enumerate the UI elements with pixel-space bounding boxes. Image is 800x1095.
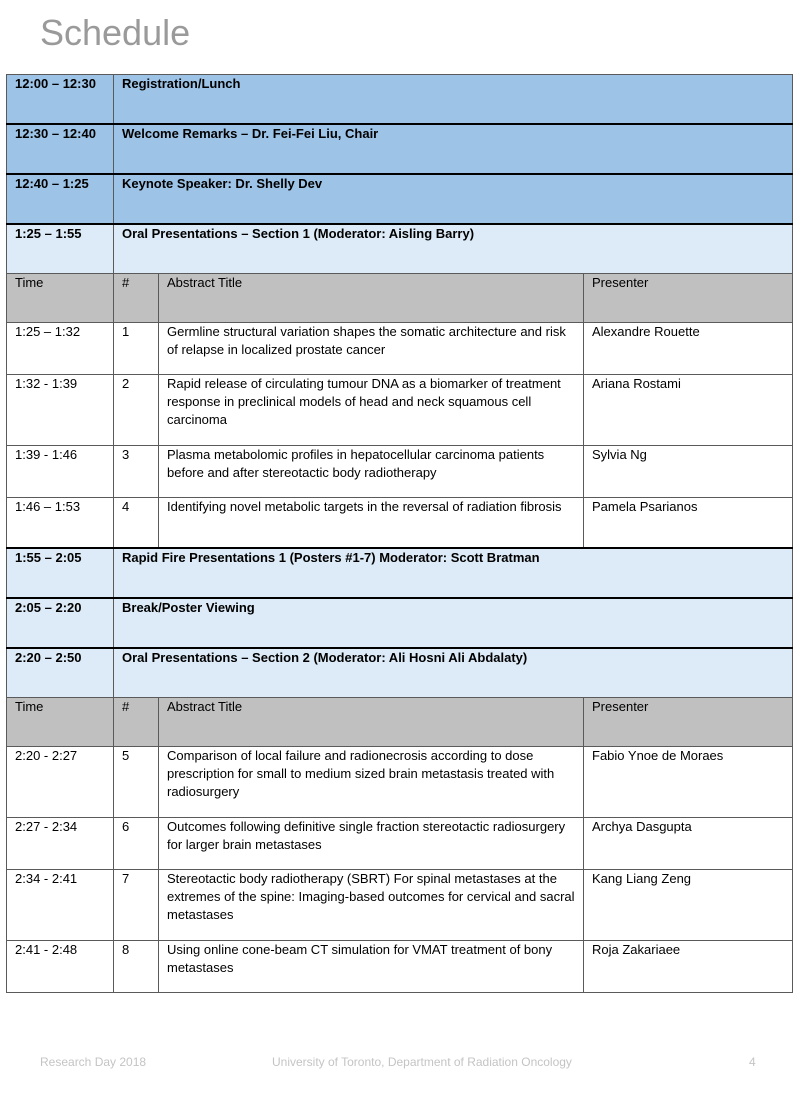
abstract-title: Stereotactic body radiotherapy (SBRT) For spinal metastases at the extremes of the spine: Imaging-based outcomes for cervical and sacral metastases xyxy=(159,869,584,940)
footer-event: Research Day 2018 xyxy=(40,1055,147,1069)
session-row xyxy=(7,548,793,598)
abstract-title: Plasma metabolomic profiles in hepatocellular carcinoma patients before and after stereotactic body radiotherapy xyxy=(159,446,584,498)
schedule-table xyxy=(6,74,793,993)
presentation-time: 2:34 - 2:41 xyxy=(7,869,114,940)
presenter-name: Archya Dasgupta xyxy=(584,817,793,869)
session-row xyxy=(7,598,793,648)
session-time: 12:00 – 12:30 xyxy=(7,75,114,125)
table-header-row xyxy=(7,697,793,746)
session-label: Keynote Speaker: Dr. Shelly Dev xyxy=(114,174,793,224)
header-abstract-title: Abstract Title xyxy=(159,697,584,746)
session-row xyxy=(7,648,793,698)
session-label: Oral Presentations – Section 1 (Moderator: Aisling Barry) xyxy=(114,224,793,274)
table-header-row xyxy=(7,274,793,323)
table-row xyxy=(7,446,793,498)
table-row xyxy=(7,817,793,869)
footer-organization: University of Toronto, Department of Radiation Oncology xyxy=(272,1055,572,1069)
presentation-time: 1:46 – 1:53 xyxy=(7,498,114,548)
abstract-title: Outcomes following definitive single fraction stereotactic radiosurgery for larger brain metastases xyxy=(159,817,584,869)
session-label: Registration/Lunch xyxy=(114,75,793,125)
presentation-number: 1 xyxy=(114,323,159,375)
session-row xyxy=(7,124,793,174)
session-time: 1:55 – 2:05 xyxy=(7,548,114,598)
abstract-title: Identifying novel metabolic targets in the reversal of radiation fibrosis xyxy=(159,498,584,548)
presentation-time: 1:32 - 1:39 xyxy=(7,375,114,446)
presenter-name: Kang Liang Zeng xyxy=(584,869,793,940)
header-number: # xyxy=(114,274,159,323)
table-row xyxy=(7,869,793,940)
presentation-number: 2 xyxy=(114,375,159,446)
abstract-title: Comparison of local failure and radionecrosis according to dose prescription for small to medium sized brain metastasis treated with radiosurgery xyxy=(159,746,584,817)
presentation-number: 4 xyxy=(114,498,159,548)
session-time: 12:40 – 1:25 xyxy=(7,174,114,224)
abstract-title: Germline structural variation shapes the somatic architecture and risk of relapse in localized prostate cancer xyxy=(159,323,584,375)
header-presenter: Presenter xyxy=(584,274,793,323)
header-presenter: Presenter xyxy=(584,697,793,746)
presenter-name: Fabio Ynoe de Moraes xyxy=(584,746,793,817)
header-abstract-title: Abstract Title xyxy=(159,274,584,323)
session-row xyxy=(7,224,793,274)
table-row xyxy=(7,498,793,548)
presenter-name: Ariana Rostami xyxy=(584,375,793,446)
session-time: 1:25 – 1:55 xyxy=(7,224,114,274)
session-row xyxy=(7,174,793,224)
table-row xyxy=(7,940,793,992)
presenter-name: Pamela Psarianos xyxy=(584,498,793,548)
page-number: 4 xyxy=(749,1055,756,1069)
table-row xyxy=(7,746,793,817)
presentation-number: 8 xyxy=(114,940,159,992)
abstract-title: Using online cone-beam CT simulation for VMAT treatment of bony metastases xyxy=(159,940,584,992)
presentation-time: 1:39 - 1:46 xyxy=(7,446,114,498)
presentation-number: 7 xyxy=(114,869,159,940)
presentation-time: 2:41 - 2:48 xyxy=(7,940,114,992)
page-title: Schedule xyxy=(40,12,191,53)
table-row xyxy=(7,323,793,375)
presenter-name: Sylvia Ng xyxy=(584,446,793,498)
session-label: Oral Presentations – Section 2 (Moderator: Ali Hosni Ali Abdalaty) xyxy=(114,648,793,698)
table-row xyxy=(7,375,793,446)
presentation-time: 2:20 - 2:27 xyxy=(7,746,114,817)
header-time: Time xyxy=(7,697,114,746)
presentation-time: 2:27 - 2:34 xyxy=(7,817,114,869)
header-number: # xyxy=(114,697,159,746)
session-label: Rapid Fire Presentations 1 (Posters #1-7) Moderator: Scott Bratman xyxy=(114,548,793,598)
header-time: Time xyxy=(7,274,114,323)
session-time: 12:30 – 12:40 xyxy=(7,124,114,174)
presenter-name: Alexandre Rouette xyxy=(584,323,793,375)
session-label: Break/Poster Viewing xyxy=(114,598,793,648)
presentation-time: 1:25 – 1:32 xyxy=(7,323,114,375)
presentation-number: 3 xyxy=(114,446,159,498)
presentation-number: 6 xyxy=(114,817,159,869)
abstract-title: Rapid release of circulating tumour DNA as a biomarker of treatment response in preclinical models of head and neck squamous cell carcinoma xyxy=(159,375,584,446)
presentation-number: 5 xyxy=(114,746,159,817)
session-time: 2:20 – 2:50 xyxy=(7,648,114,698)
session-label: Welcome Remarks – Dr. Fei-Fei Liu, Chair xyxy=(114,124,793,174)
presenter-name: Roja Zakariaee xyxy=(584,940,793,992)
session-time: 2:05 – 2:20 xyxy=(7,598,114,648)
session-row xyxy=(7,75,793,125)
